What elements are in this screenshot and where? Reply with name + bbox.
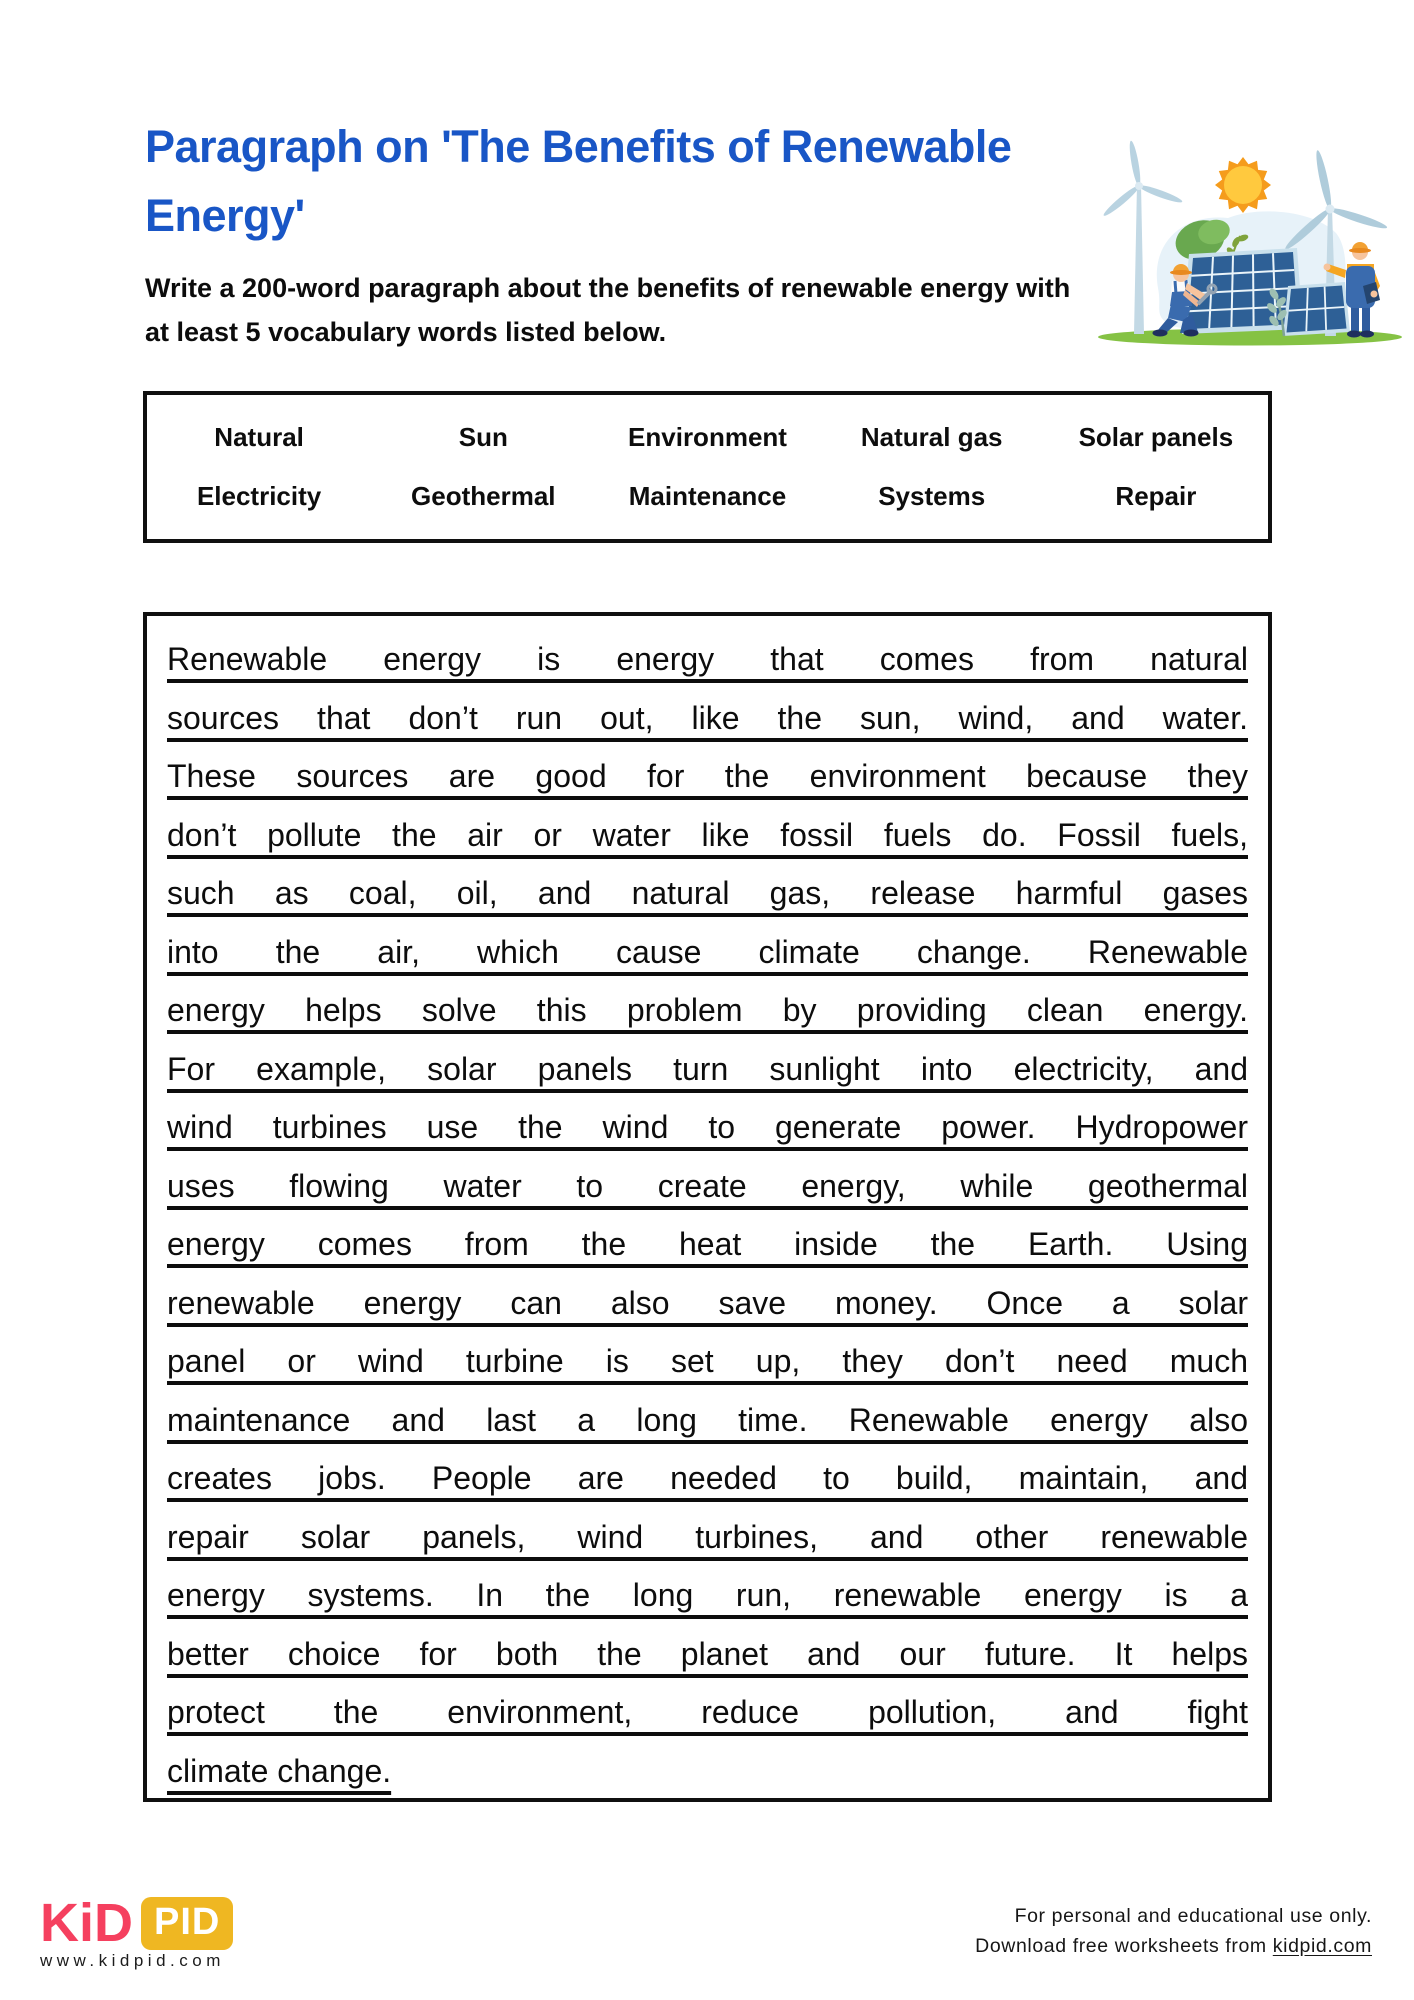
vocab-word: Geothermal [411, 480, 556, 511]
vocab-word: Natural [214, 422, 304, 453]
paragraph-line: such as coal, oil, and natural gas, release harmful gases [167, 875, 1248, 911]
vocab-word: Sun [458, 422, 508, 453]
paragraph-line: don’t pollute the air or water like fossil fuels do. Fossil fuels, [167, 816, 1248, 853]
instructions-text: Write a 200-word paragraph about the benefits of renewable energy with at least 5 vocabulary words listed below. [145, 273, 1071, 347]
kidpid-logo [40, 1892, 233, 1954]
vocab-word: Natural gas [860, 422, 1003, 453]
paragraph-line: energy helps solve this problem by providing clean energy. [167, 992, 1248, 1028]
vocab-word: Environment [628, 422, 787, 453]
paragraph-line: creates jobs. People are needed to build, maintain, and [167, 1460, 1248, 1496]
vocab-word: Repair [1115, 480, 1197, 511]
vocab-word: Solar panels [1078, 422, 1234, 453]
paragraph-line: For example, solar panels turn sunlight into electricity, and [167, 1050, 1248, 1087]
paragraph-line: uses flowing water to create energy, while geothermal [167, 1167, 1248, 1204]
vocabulary-box [143, 391, 1272, 543]
paragraph-line: into the air, which cause climate change. Renewable [167, 933, 1248, 970]
footer-note-line2 [975, 1931, 1372, 1961]
footer-note-line2-prefix: Download free worksheets from [975, 1935, 1273, 1957]
paragraph-box [143, 612, 1272, 1802]
paragraph-line: sources that don’t run out, like the sun, wind, and water. [167, 699, 1248, 736]
vocab-word: Systems [878, 480, 986, 511]
paragraph-line: These sources are good for the environment because they [167, 758, 1248, 794]
sun-icon [1215, 157, 1271, 213]
paragraph-line: climate change. [167, 1752, 392, 1789]
logo-pid-badge: PID [141, 1897, 233, 1950]
paragraph-line: panel or wind turbine is set up, they don’t need much [167, 1343, 1248, 1379]
paragraph-line: protect the environment, reduce pollution, and fight [167, 1694, 1248, 1730]
paragraph-line: better choice for both the planet and our future. It helps [167, 1635, 1248, 1672]
paragraph-line: renewable energy can also save money. Once a solar [167, 1284, 1248, 1321]
footer-note [975, 1901, 1372, 1961]
vocab-word: Electricity [196, 480, 322, 511]
kidpid-link[interactable]: kidpid.com [1272, 1935, 1372, 1957]
renewable-energy-illustration [1088, 118, 1414, 358]
page-title: Paragraph on 'The Benefits of Renewable Energy' [145, 121, 1012, 241]
paragraph-line: wind turbines use the wind to generate power. Hydropower [167, 1109, 1248, 1145]
paragraph-line: repair solar panels, wind turbines, and other renewable [167, 1518, 1248, 1555]
vocab-word: Maintenance [628, 480, 787, 511]
paragraph-line: energy comes from the heat inside the Earth. Using [167, 1226, 1248, 1262]
footer-note-line1: For personal and educational use only. [1014, 1905, 1372, 1927]
paragraph-line: maintenance and last a long time. Renewable energy also [167, 1401, 1248, 1438]
logo-kid-text: KiD [40, 1893, 133, 1953]
solar-panel-icon [1283, 282, 1350, 336]
logo-website-text: www.kidpid.com [40, 1951, 225, 1970]
paragraph-line: Renewable energy is energy that comes from natural [167, 641, 1248, 677]
paragraph-line: energy systems. In the long run, renewable energy is a [167, 1577, 1248, 1613]
